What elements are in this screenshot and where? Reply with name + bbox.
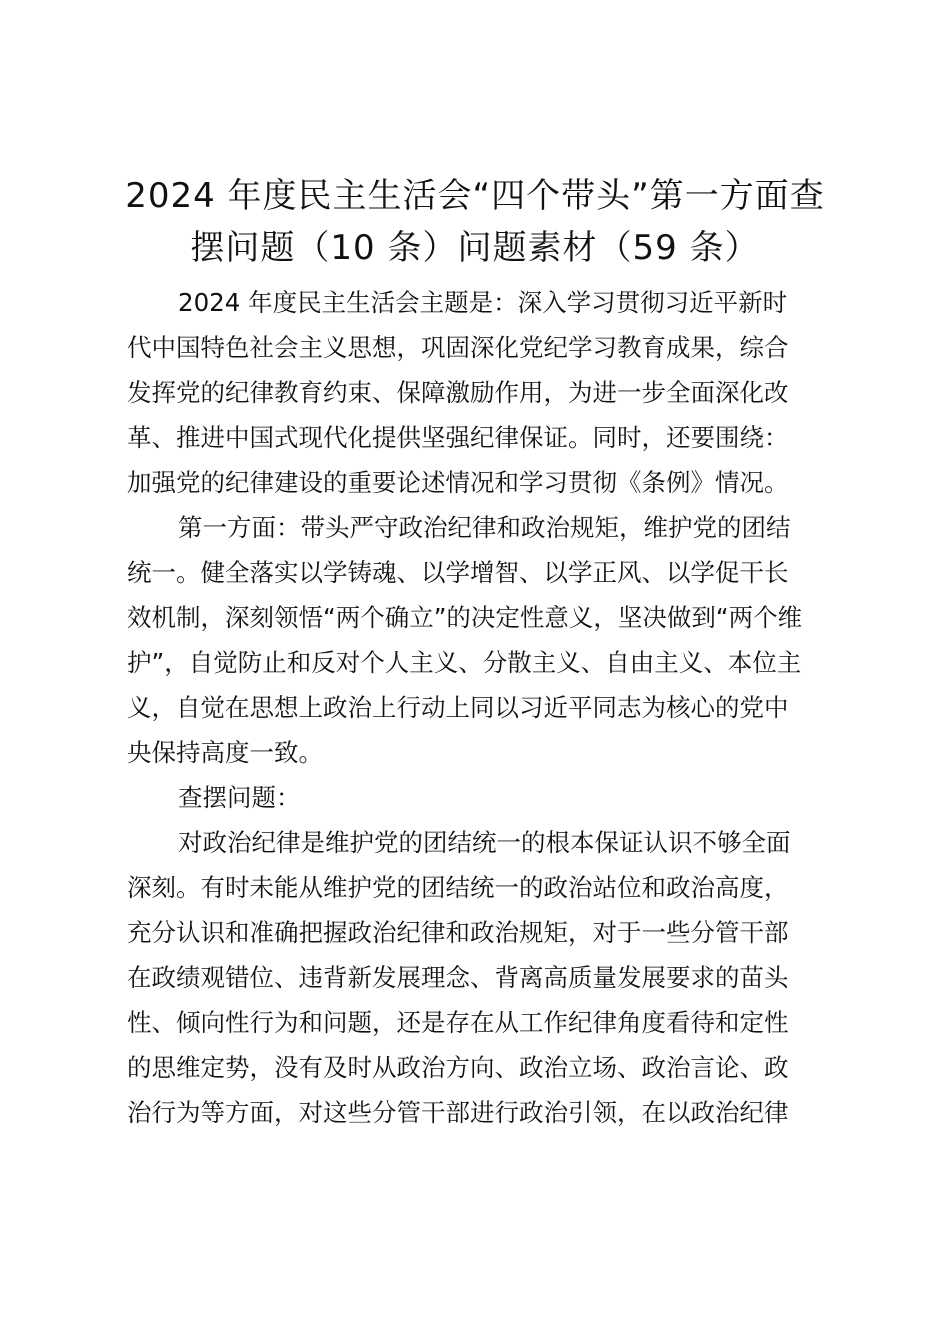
paragraph-line: 加强党的纪律建设的重要论述情况和学习贯彻《条例》情况。 bbox=[127, 468, 789, 497]
paragraph-line: 深刻。有时未能从维护党的团结统一的政治站位和政治高度， bbox=[127, 873, 789, 902]
document-title bbox=[120, 170, 830, 274]
paragraph-line: 治行为等方面，对这些分管干部进行政治引领，在以政治纪律 bbox=[127, 1098, 789, 1127]
paragraph-line: 的思维定势，没有及时从政治方向、政治立场、政治言论、政 bbox=[127, 1053, 789, 1082]
paragraph-issue-one bbox=[127, 820, 827, 1135]
paragraph-aspect-one bbox=[127, 505, 827, 775]
paragraph-line: 护”，自觉防止和反对个人主义、分散主义、自由主义、本位主 bbox=[127, 648, 802, 677]
document-body bbox=[127, 280, 827, 1135]
title-line: 2024 年度民主生活会“四个带头”第一方面查 bbox=[125, 176, 825, 216]
paragraph-line: 义，自觉在思想上政治上行动上同以习近平同志为核心的党中 bbox=[127, 693, 789, 722]
paragraph-theme bbox=[127, 280, 827, 505]
paragraph-line: 第一方面：带头严守政治纪律和政治规矩，维护党的团结 bbox=[178, 513, 791, 542]
paragraph-line: 效机制，深刻领悟“两个确立”的决定性意义，坚决做到“两个维 bbox=[127, 603, 803, 632]
paragraph-line: 发挥党的纪律教育约束、保障激励作用，为进一步全面深化改 bbox=[127, 378, 789, 407]
paragraph-heading-issues bbox=[127, 775, 827, 820]
paragraph-line: 统一。健全落实以学铸魂、以学增智、以学正风、以学促干长 bbox=[127, 558, 789, 587]
paragraph-line: 性、倾向性行为和问题，还是存在从工作纪律角度看待和定性 bbox=[127, 1008, 789, 1037]
paragraph-line: 2024 年度民主生活会主题是：深入学习贯彻习近平新时 bbox=[178, 288, 788, 317]
paragraph-line: 央保持高度一致。 bbox=[127, 738, 323, 767]
paragraph-line: 在政绩观错位、违背新发展理念、背离高质量发展要求的苗头 bbox=[127, 963, 789, 992]
paragraph-line: 查摆问题： bbox=[178, 783, 301, 812]
paragraph-line: 充分认识和准确把握政治纪律和政治规矩，对于一些分管干部 bbox=[127, 918, 789, 947]
paragraph-line: 代中国特色社会主义思想，巩固深化党纪学习教育成果，综合 bbox=[127, 333, 789, 362]
paragraph-line: 革、推进中国式现代化提供坚强纪律保证。同时，还要围绕： bbox=[127, 423, 789, 452]
paragraph-line: 对政治纪律是维护党的团结统一的根本保证认识不够全面 bbox=[178, 828, 791, 857]
title-line: 摆问题（10 条）问题素材（59 条） bbox=[190, 228, 760, 268]
